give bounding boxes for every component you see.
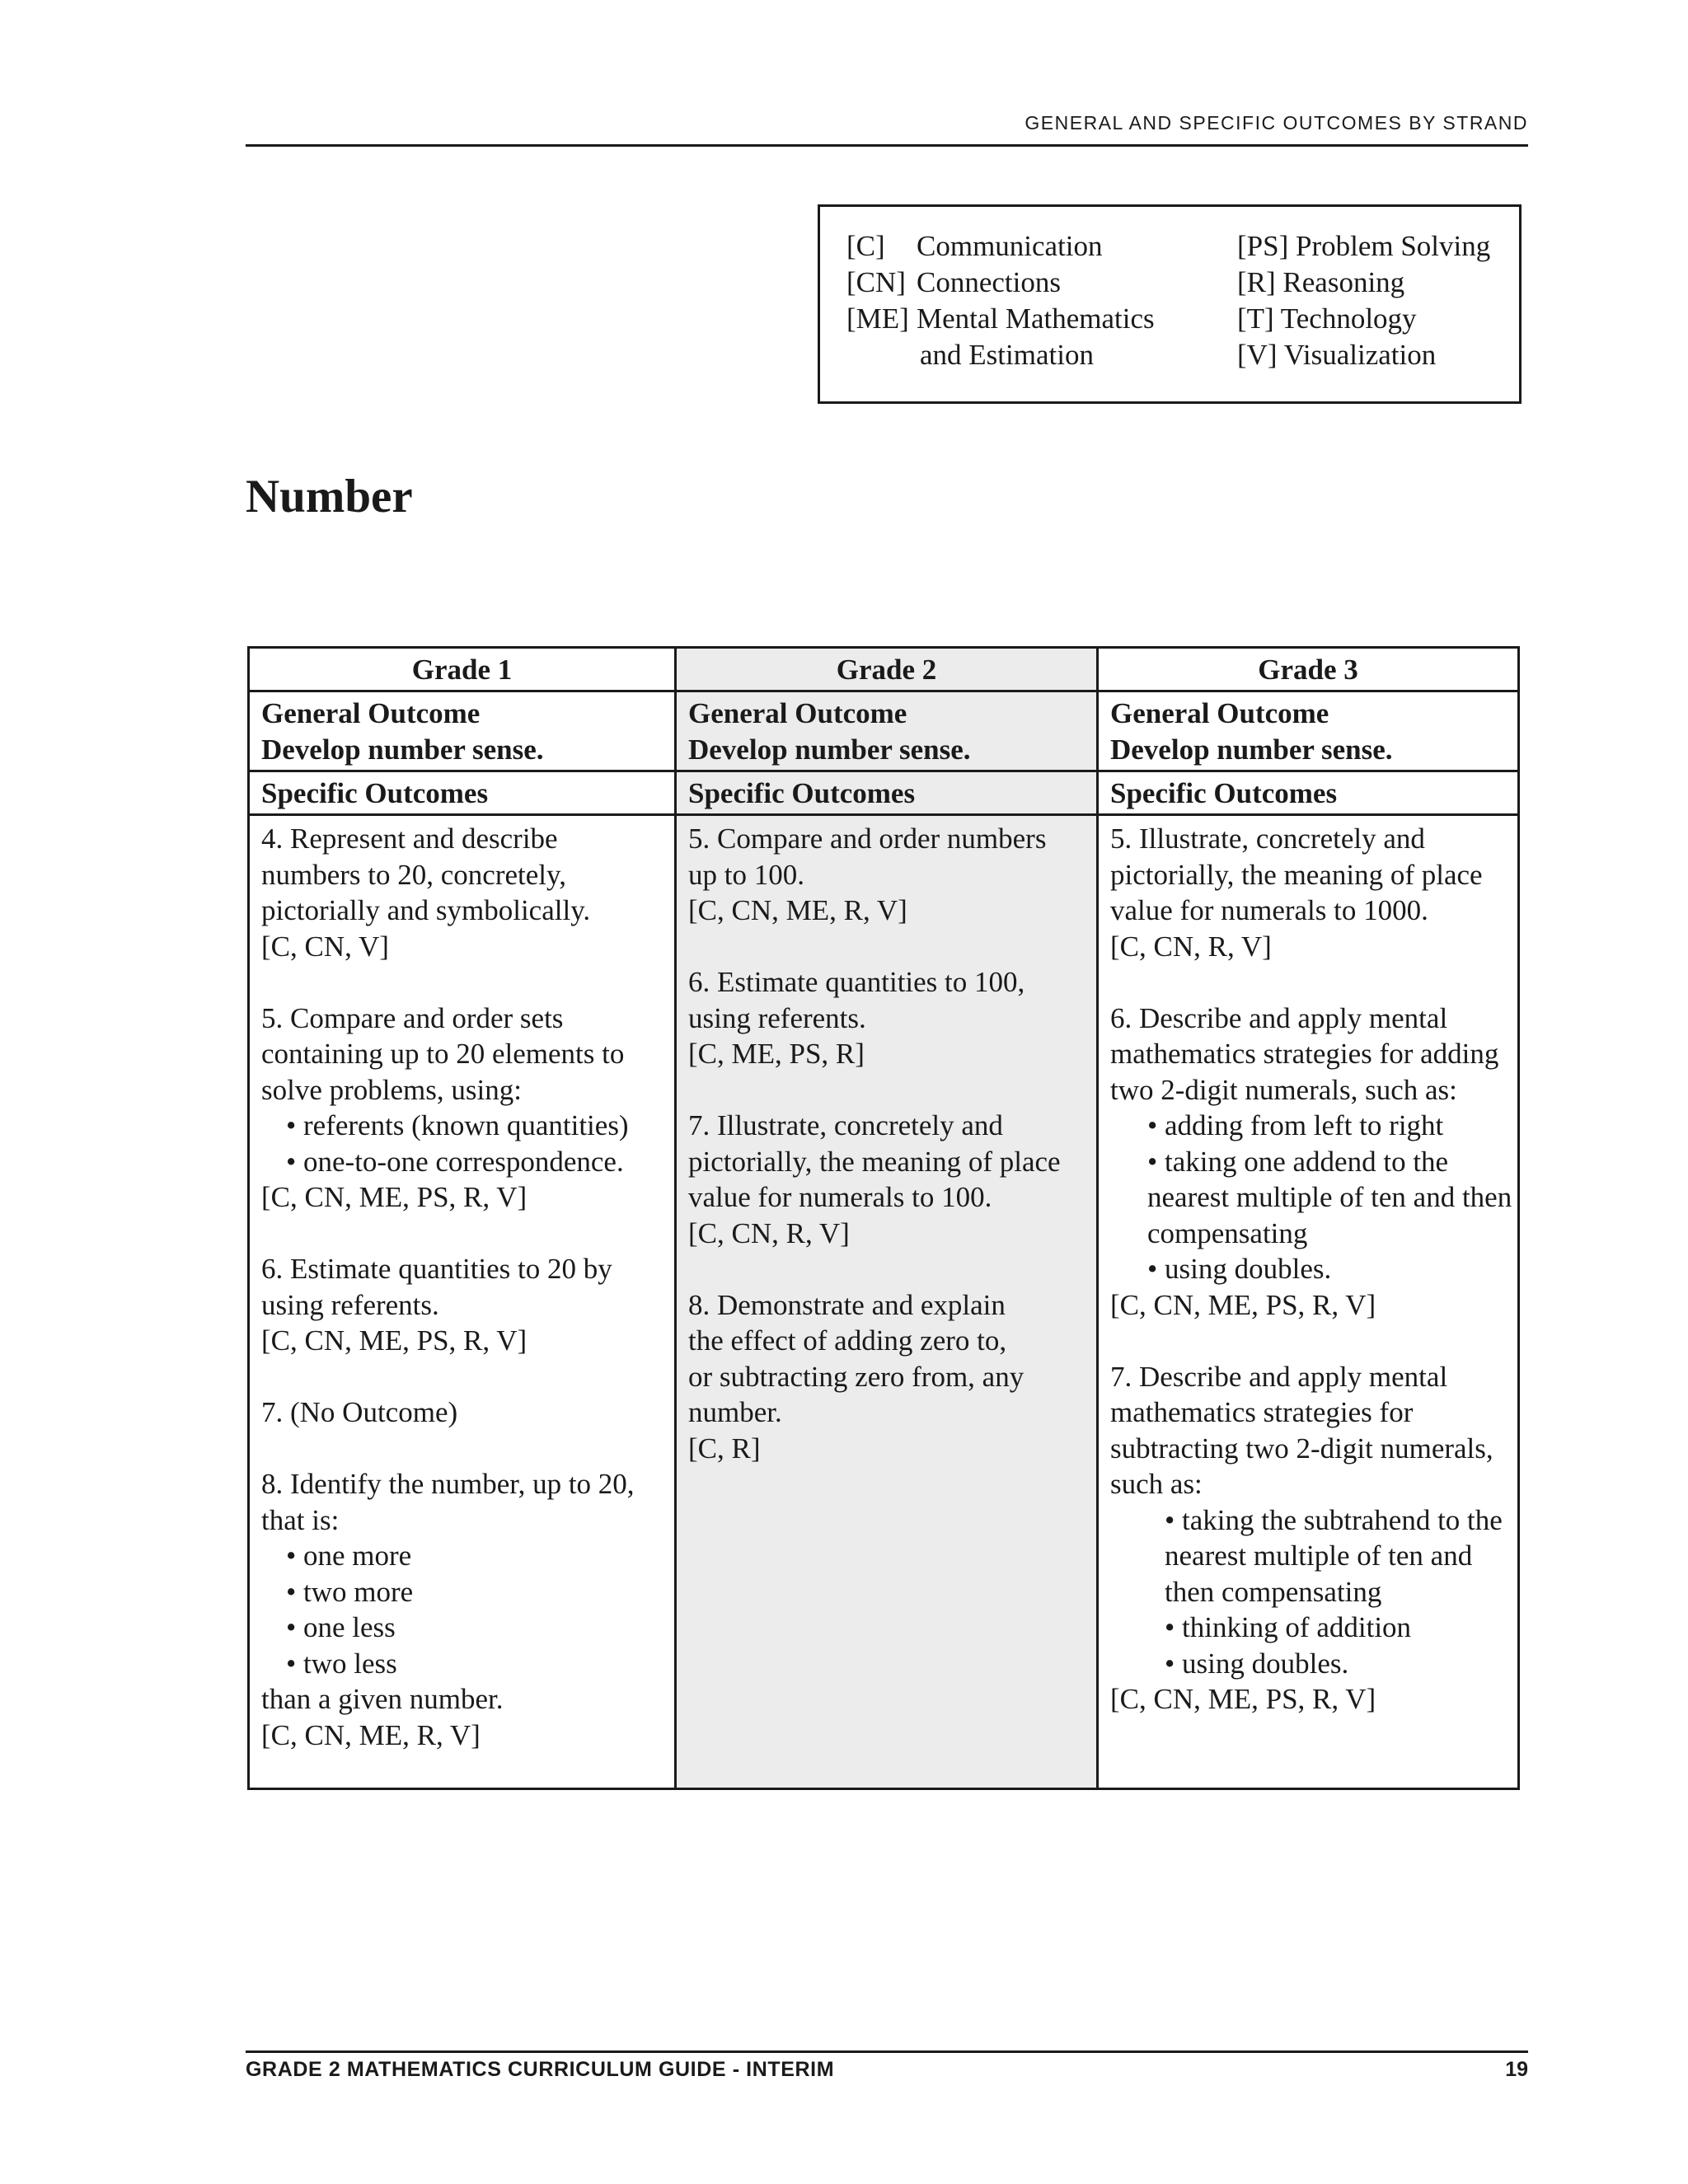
bullet-item: • one-to-one correspondence. — [286, 1145, 624, 1178]
bullet-continuation: nearest multiple of ten and — [1165, 1540, 1473, 1572]
outcome-item: 8. Identify the number, up to 20, that is: • one more • two more • one less • two less than a given number. [C, CN, ME, R, V] — [261, 1466, 664, 1753]
bullet-item: • adding from left to right — [1147, 1109, 1444, 1141]
bullet-item: • using doubles. — [1147, 1253, 1332, 1285]
general-outcome-cell — [677, 692, 1096, 772]
legend-item-ps: [PS] Problem Solving — [1237, 230, 1491, 262]
bullet-item: • two less — [286, 1647, 397, 1680]
specific-outcomes-list — [677, 816, 1096, 1466]
specific-outcomes-label: Specific Outcomes — [250, 772, 674, 816]
section-title: Number — [246, 471, 413, 523]
general-outcome-text: Develop number sense. — [1110, 733, 1393, 766]
general-outcome-text: Develop number sense. — [261, 733, 544, 766]
bullet-continuation: compensating — [1147, 1216, 1308, 1249]
grade-header: Grade 3 — [1099, 649, 1517, 692]
bullet-item: • thinking of addition — [1165, 1611, 1412, 1643]
bullet-item: • referents (known quantities) — [286, 1109, 629, 1141]
running-header: GENERAL AND SPECIFIC OUTCOMES BY STRAND — [1025, 112, 1528, 134]
legend-right-column — [1237, 228, 1490, 373]
bullet-item: • taking the subtrahend to the — [1165, 1503, 1503, 1536]
legend-item-t: [T] Technology — [1237, 302, 1417, 335]
specific-outcomes-list — [250, 816, 674, 1753]
bullet-item: • using doubles. — [1165, 1647, 1349, 1680]
outcome-item: 6. Estimate quantities to 100, using referents. [C, ME, PS, R] — [688, 966, 1025, 1070]
general-outcome-text: Develop number sense. — [688, 733, 971, 766]
legend-box — [818, 204, 1522, 404]
grade-header: Grade 2 — [677, 649, 1096, 692]
legend-item-v: [V] Visualization — [1237, 339, 1437, 371]
outcome-item: 7. Illustrate, concretely and pictorially, the meaning of place value for numerals to 100. [C, CN, R, V] — [688, 1109, 1061, 1249]
outcome-item: 5. Compare and order numbers up to 100. [C, CN, ME, R, V] — [688, 823, 1047, 926]
outcome-item: 5. Compare and order sets containing up to 20 elements to solve problems, using: • referents (known quantities) • one-to-one correspondence. [C, CN, ME, PS, R, V] — [261, 1001, 664, 1216]
bullet-continuation: then compensating — [1165, 1575, 1382, 1608]
bullet-item: • one more — [286, 1540, 412, 1572]
general-outcome-label: General Outcome — [1110, 697, 1329, 729]
outcome-item: 4. Represent and describe numbers to 20, concretely, pictorially and symbolically. [C, CN, V] — [261, 823, 591, 963]
bullet-continuation: nearest multiple of ten and then — [1147, 1181, 1512, 1213]
general-outcome-label: General Outcome — [261, 697, 481, 729]
general-outcome-cell — [1099, 692, 1517, 772]
grade-2-column — [674, 649, 1099, 1788]
outcomes-table — [247, 646, 1520, 1790]
specific-outcomes-list — [1099, 816, 1517, 1718]
bullet-item: • one less — [286, 1611, 396, 1643]
outcome-item: 8. Demonstrate and explain the effect of adding zero to, or subtracting zero from, any number. [C, R] — [688, 1288, 1025, 1465]
bullet-item: • taking one addend to the — [1147, 1145, 1449, 1178]
legend-item-cn: [CN] Connections — [846, 266, 1061, 298]
outcome-item: 6. Estimate quantities to 20 by using referents. [C, CN, ME, PS, R, V] — [261, 1253, 612, 1357]
legend-item-me: [ME] Mental Mathematics — [846, 302, 1155, 335]
outcome-item: 7. Describe and apply mental mathematics strategies for subtracting two 2-digit numerals, such as: • taking the subtrahend to the nearest multiple of ten and then compensating • thinking of addition • using doubles. [C, CN, ME, PS, R, V] — [1110, 1359, 1507, 1718]
outcome-item: 6. Describe and apply mental mathematics strategies for adding two 2-digit numerals, such as: • adding from left to right • taking one addend to the nearest multiple of ten and then compensating • using doubles. [C, CN, ME, PS, R, V] — [1110, 1001, 1512, 1321]
legend-item-c: [C] Communication — [846, 230, 1103, 262]
outcome-item: 5. Illustrate, concretely and pictorially, the meaning of place value for numerals to 1000. [C, CN, R, V] — [1110, 823, 1483, 963]
header-rule — [246, 144, 1528, 147]
grade-3-column — [1099, 649, 1517, 1788]
bullet-item: • two more — [286, 1575, 414, 1608]
general-outcome-label: General Outcome — [688, 697, 907, 729]
legend-item-r: [R] Reasoning — [1237, 266, 1405, 298]
specific-outcomes-label: Specific Outcomes — [677, 772, 1096, 816]
grade-1-column — [250, 649, 674, 1788]
footer-title: GRADE 2 MATHEMATICS CURRICULUM GUIDE - INTERIM — [246, 2058, 835, 2081]
page-number: 19 — [1505, 2058, 1528, 2081]
grade-header: Grade 1 — [250, 649, 674, 692]
legend-item-me-continued: and Estimation — [920, 339, 1094, 371]
footer-rule — [246, 2050, 1528, 2053]
specific-outcomes-label: Specific Outcomes — [1099, 772, 1517, 816]
legend-left-column — [846, 228, 1155, 373]
outcome-item: 7. (No Outcome) — [261, 1396, 458, 1428]
general-outcome-cell — [250, 692, 674, 772]
